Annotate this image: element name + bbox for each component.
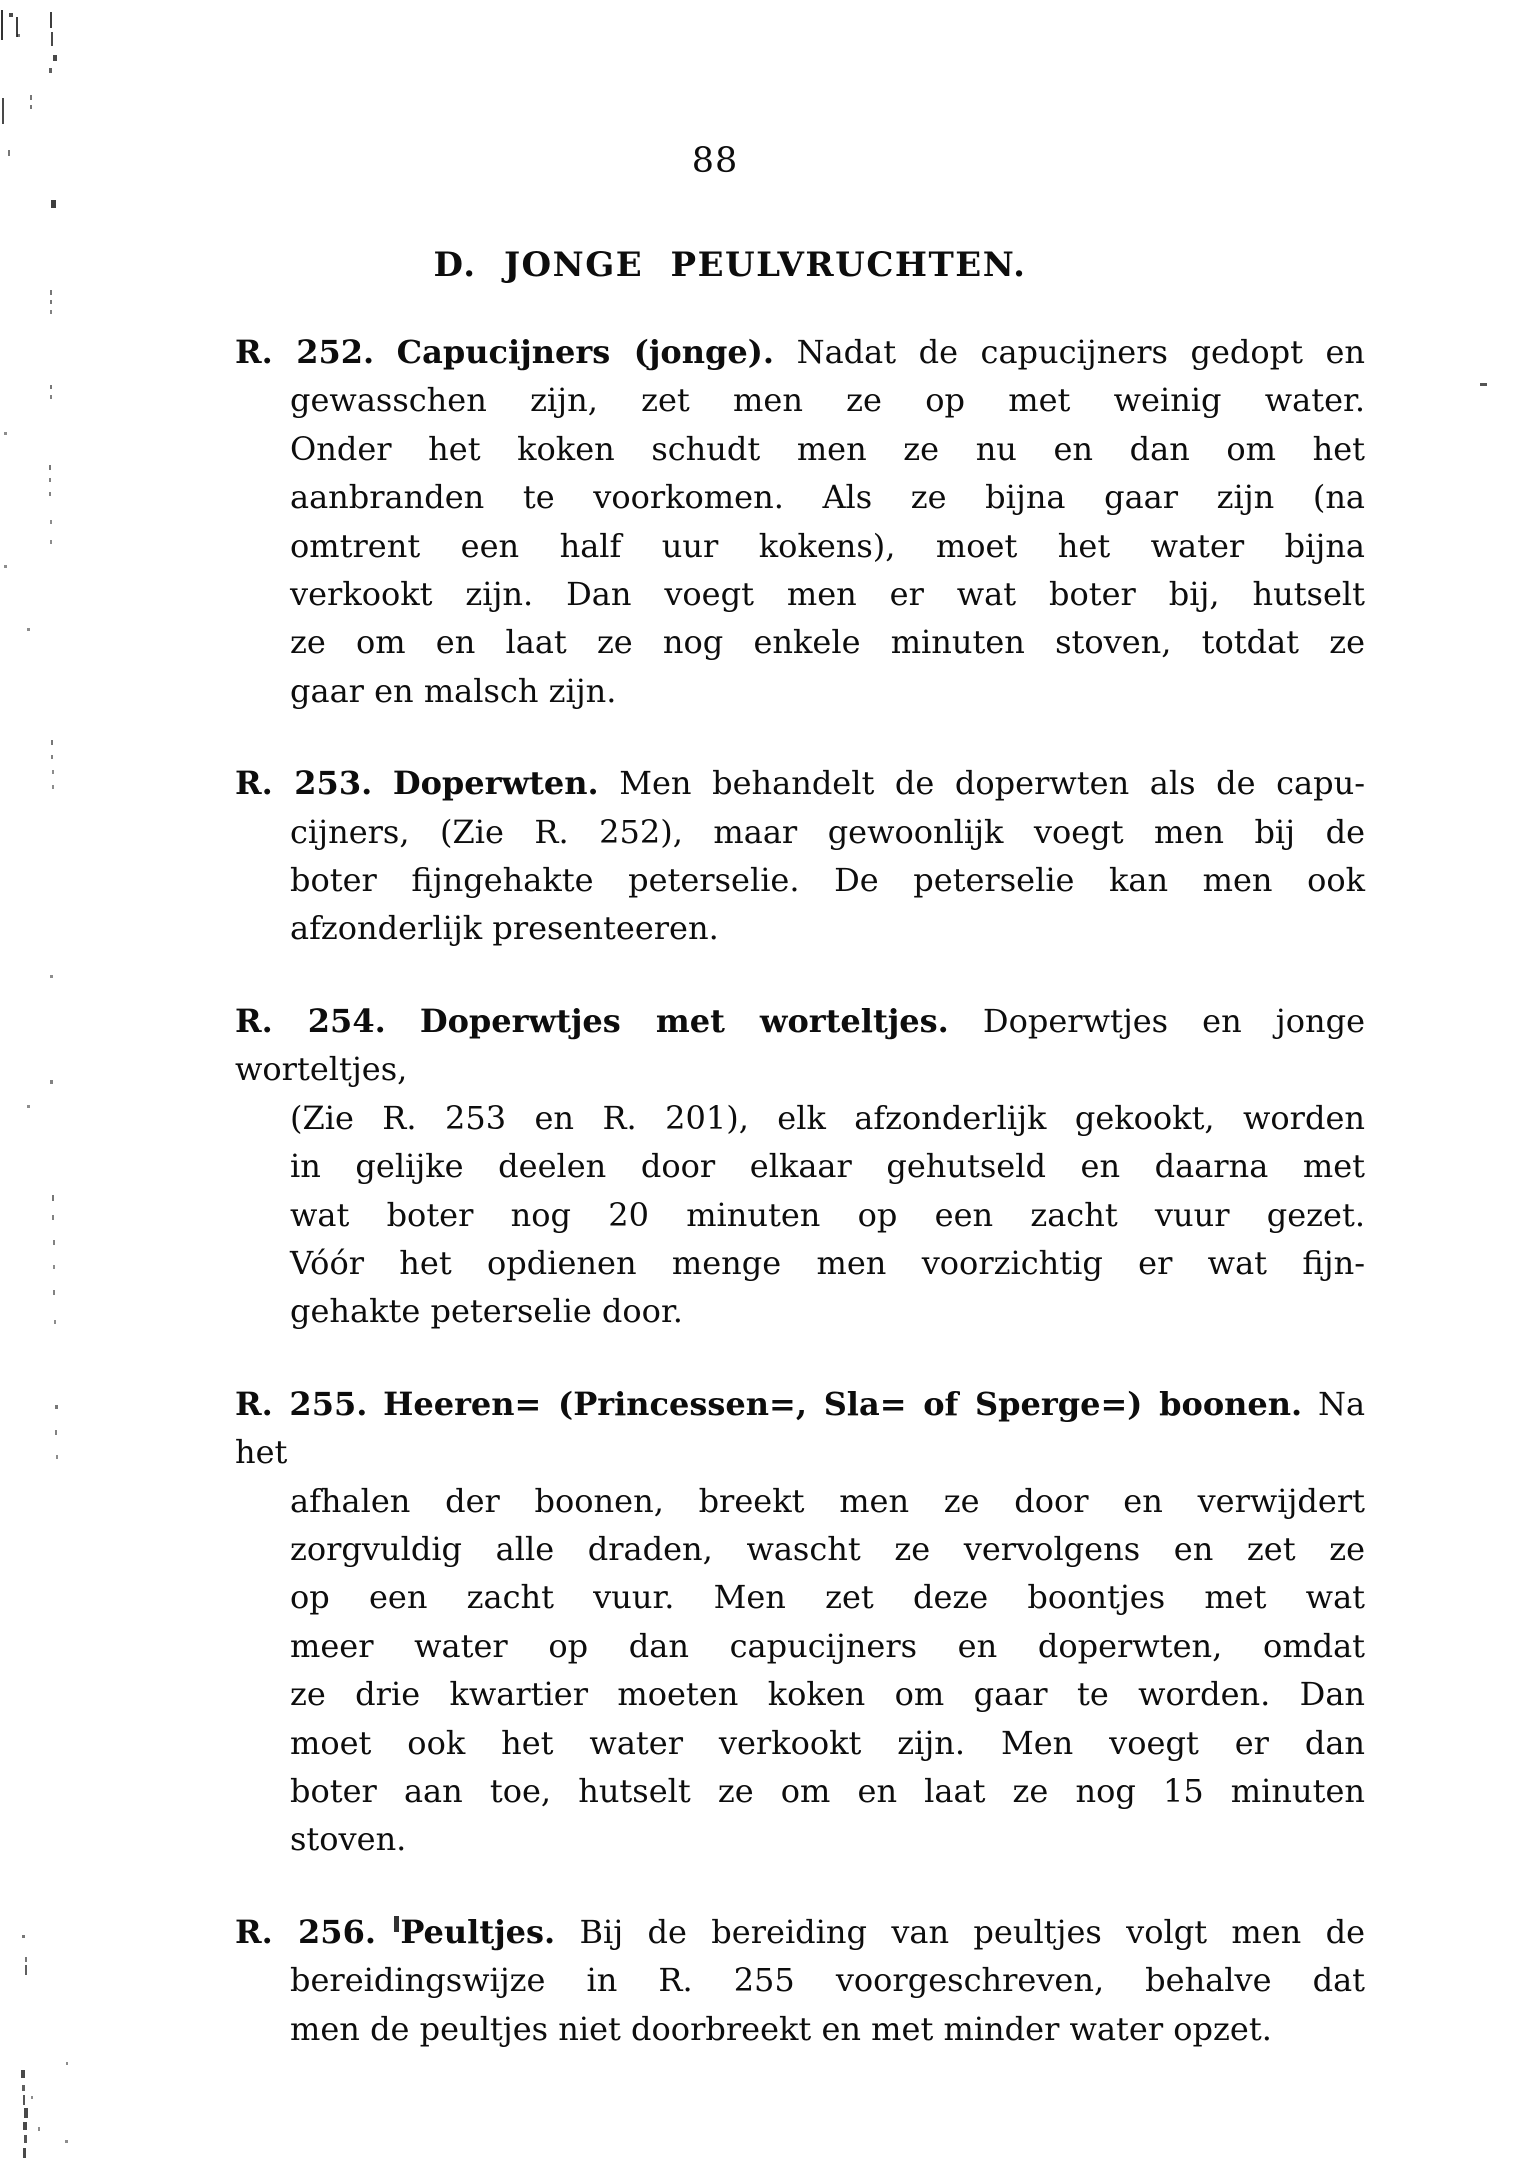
- recipe-first-line: [235, 997, 1365, 1094]
- recipe-paragraph: [235, 1380, 1366, 1864]
- recipe-paragraph: [235, 328, 1366, 715]
- scan-speck: [21, 2070, 25, 2078]
- recipe-text-line: ze om en laat ze nog enkele minuten stoven, totdat ze: [290, 623, 1365, 662]
- recipe-text-line: afhalen der boonen, breekt men ze door en verwijdert: [290, 1481, 1365, 1520]
- scan-speck: [30, 95, 32, 100]
- scan-speck: [4, 565, 7, 568]
- scan-speck: [49, 478, 51, 482]
- recipe-paragraph: [235, 759, 1366, 953]
- recipe-text-line: ze drie kwartier moeten koken om gaar te worden. Dan: [290, 1675, 1365, 1714]
- scan-speck: [53, 1240, 55, 1245]
- recipe-number-label: R. 255.: [235, 1384, 368, 1423]
- scan-speck: [52, 1215, 54, 1220]
- scan-speck: [51, 740, 53, 745]
- scan-speck: [49, 465, 51, 470]
- scan-speck: [17, 34, 20, 37]
- recipe-text-line: men de peultjes niet doorbreekt en met minder water opzet.: [290, 2009, 1272, 2048]
- scan-speck: [50, 395, 52, 399]
- scan-speck: [24, 2135, 27, 2143]
- scan-speck: [4, 432, 7, 435]
- recipe-text-line: omtrent een half uur kokens), moet het water bijna: [290, 526, 1365, 565]
- recipe-text-line: aanbranden te voorkomen. Als ze bijna gaar zijn (na: [290, 478, 1365, 517]
- page-number: 88: [691, 141, 739, 181]
- scan-speck: [53, 55, 57, 61]
- scan-speck: [53, 1265, 55, 1269]
- recipe-title: Capucijners (jonge).: [396, 333, 775, 371]
- scan-speck: [22, 2085, 25, 2091]
- recipe-title: Heeren= (Princessen=, Sla= of Sperge=) boonen.: [383, 1384, 1303, 1423]
- scan-speck: [49, 492, 51, 496]
- scan-speck: [53, 1290, 55, 1295]
- scan-speck: [25, 1965, 27, 1975]
- scan-speck: [24, 2108, 28, 2118]
- recipe-text-line: (Zie R. 253 en R. 201), elk afzonderlijk gekookt, worden: [290, 1098, 1365, 1137]
- recipe-title: Doperwten.: [392, 764, 599, 803]
- section-heading: D. JONGE PEULVRUCHTEN.: [433, 245, 1027, 285]
- recipe-text-line: op een zacht vuur. Men zet deze boontjes met wat: [290, 1578, 1365, 1617]
- recipe-text: Bij de bereiding van peultjes volgt men de: [579, 1912, 1366, 1951]
- scan-speck: [27, 1105, 30, 1108]
- recipe-text-line: verkookt zijn. Dan voegt men er wat boter bij, hutselt: [290, 575, 1365, 614]
- recipe-first-line: [235, 1908, 1365, 1956]
- scan-speck: [56, 1455, 58, 1459]
- recipe-number-label: R. 253.: [235, 764, 373, 803]
- scan-speck: [8, 150, 10, 156]
- recipe-text: Nadat de capucijners gedopt en: [796, 333, 1366, 371]
- recipe-text-line: meer water op dan capucijners en doperwten, omdat: [290, 1626, 1365, 1665]
- scan-speck: [50, 385, 52, 389]
- scan-speck: [51, 200, 56, 208]
- scan-speck: [23, 2148, 26, 2158]
- scan-speck: [1, 10, 3, 40]
- recipe-text-line: in gelijke deelen door elkaar gehutseld en daarna met: [290, 1147, 1365, 1186]
- scan-speck: [51, 755, 53, 759]
- scan-speck: [50, 310, 52, 314]
- scan-speck: [22, 1935, 25, 1938]
- scan-speck: [65, 2140, 68, 2143]
- recipe-text-line: moet ook het water verkookt zijn. Men voegt er dan: [290, 1723, 1365, 1762]
- scan-speck: [1480, 383, 1487, 386]
- recipe-title: Peultjes.: [400, 1912, 556, 1951]
- recipe-text-line: boter aan toe, hutselt ze om en laat ze nog 15 minuten: [290, 1771, 1365, 1810]
- scan-speck: [23, 2122, 27, 2130]
- scan-speck: [25, 1957, 27, 1962]
- scan-speck: [9, 13, 13, 17]
- recipe-text-line: Onder het koken schudt men ze nu en dan om het: [290, 429, 1365, 468]
- scan-speck: [50, 540, 52, 544]
- recipe-text-line: boter fijngehakte peterselie. De peterselie kan men ook: [290, 861, 1365, 900]
- scan-speck: [50, 290, 52, 295]
- recipe-text-line: bereidingswijze in R. 255 voorgeschreven, behalve dat: [290, 1961, 1365, 2000]
- scan-speck: [52, 770, 54, 774]
- scan-speck: [23, 2095, 25, 2105]
- recipe-text-line: gaar en malsch zijn.: [290, 671, 617, 710]
- recipe-text-line: Vóór het opdienen menge men voorzichtig er wat fijn-: [290, 1243, 1365, 1282]
- recipe-text: Na het: [235, 1384, 1366, 1472]
- scan-speck: [54, 1320, 56, 1324]
- scan-speck: [38, 2127, 40, 2131]
- scan-speck: [50, 300, 52, 304]
- recipe-first-line: [235, 328, 1365, 376]
- recipe-text-line: afzonderlijk presenteeren.: [290, 909, 719, 948]
- recipe-number-label: R. 252.: [235, 333, 375, 371]
- recipe-number-label: R. 256.: [235, 1912, 376, 1951]
- recipe-text-line: wat boter nog 20 minuten op een zacht vuur gezet.: [290, 1195, 1365, 1234]
- scan-speck: [50, 12, 52, 28]
- recipe-first-line: [235, 759, 1365, 807]
- recipe-text-line: gehakte peterselie door.: [290, 1292, 683, 1331]
- scan-speck: [50, 520, 52, 524]
- scan-speck: [52, 1195, 54, 1201]
- scan-speck: [2, 98, 4, 124]
- scan-speck: [66, 2062, 68, 2065]
- scan-speck: [52, 785, 54, 789]
- recipe-text-line: stoven.: [290, 1820, 407, 1859]
- recipe-text-line: zorgvuldig alle draden, wascht ze vervolgens en zet ze: [290, 1529, 1365, 1568]
- scan-speck: [30, 105, 32, 109]
- scan-speck: [50, 975, 53, 978]
- recipe-text: Men behandelt de doperwten als de capu-: [619, 764, 1366, 803]
- recipe-number-label: R. 254.: [235, 1001, 386, 1040]
- recipe-paragraph: [235, 997, 1366, 1336]
- scan-speck: [50, 1080, 53, 1084]
- scan-speck: [55, 1405, 58, 1409]
- scan-speck: [394, 1916, 399, 1932]
- recipe-first-line: [235, 1380, 1365, 1477]
- recipe-title: Doperwtjes met worteltjes.: [419, 1001, 949, 1040]
- scan-speck: [51, 32, 53, 46]
- scan-speck: [55, 1430, 57, 1435]
- scan-speck: [27, 628, 30, 631]
- recipe-text-line: gewasschen zijn, zet men ze op met weinig water.: [290, 381, 1365, 420]
- recipe-text-line: cijners, (Zie R. 252), maar gewoonlijk voegt men bij de: [290, 812, 1365, 851]
- scan-speck: [31, 2096, 33, 2099]
- scan-speck: [49, 68, 52, 73]
- recipe-text: Doperwtjes en jonge worteltjes,: [235, 1001, 1366, 1089]
- recipe-paragraph: [235, 1908, 1366, 2053]
